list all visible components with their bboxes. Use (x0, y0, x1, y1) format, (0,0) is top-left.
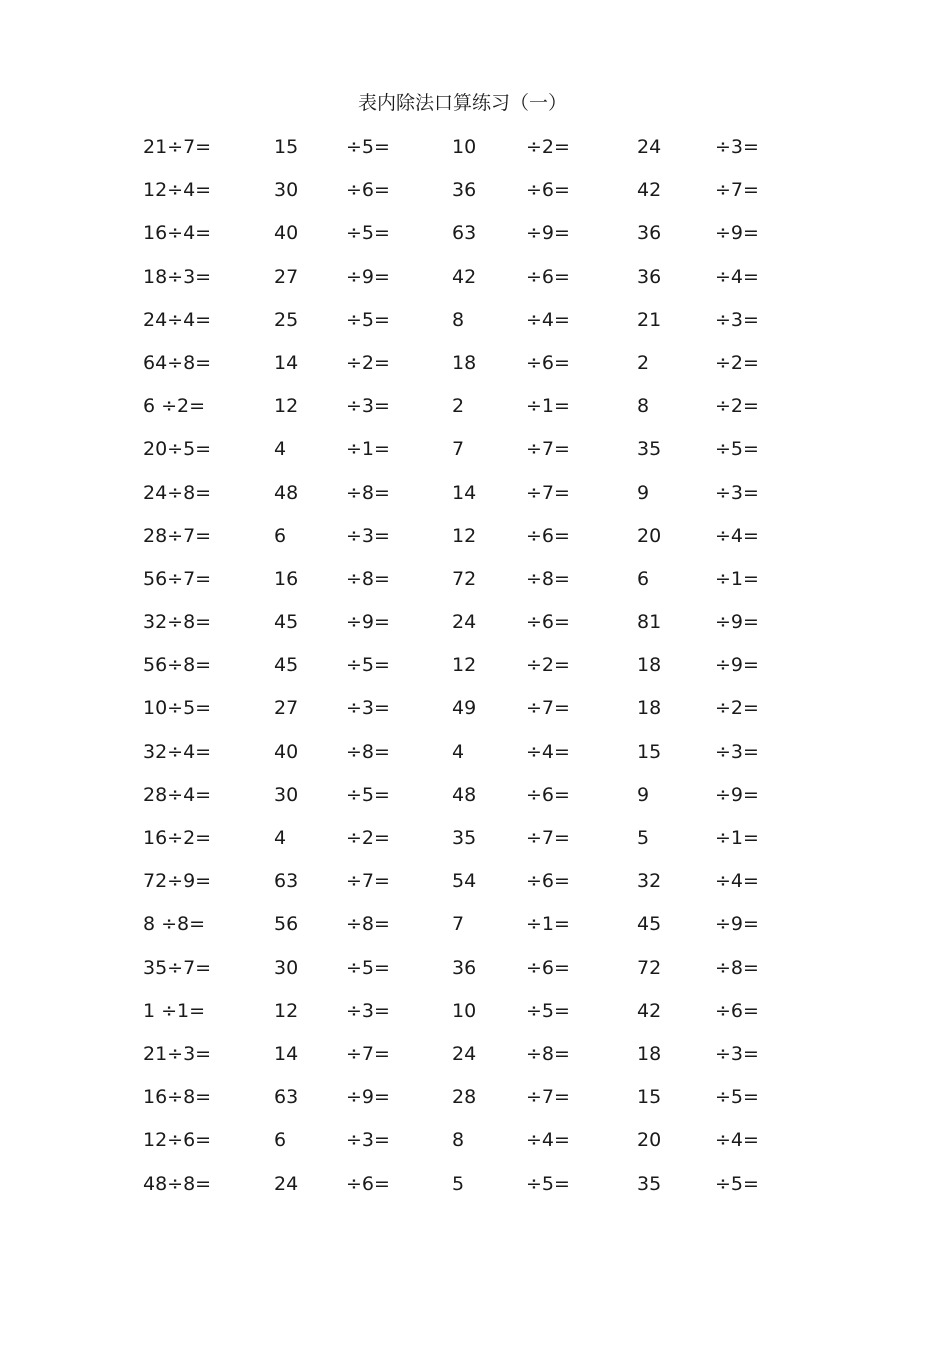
problem-2-divisor: ÷5= (346, 783, 390, 806)
problem-3-dividend: 42 (452, 265, 477, 288)
problem-2-dividend: 25 (274, 308, 299, 331)
problem-4-divisor: ÷4= (715, 265, 759, 288)
problem-2-divisor: ÷9= (346, 611, 390, 634)
problem-3-dividend: 5 (452, 1172, 465, 1195)
problem-3-divisor: ÷1= (526, 913, 570, 936)
problem-2-divisor: ÷1= (346, 438, 390, 461)
problem-4-dividend: 36 (637, 222, 662, 245)
problem-4-divisor: ÷3= (715, 481, 759, 504)
problem-1: 8 ÷8= (143, 913, 206, 936)
problem-2-dividend: 14 (274, 1042, 299, 1065)
problem-4-divisor: ÷5= (715, 438, 759, 461)
problem-3-dividend: 10 (452, 136, 477, 158)
problem-3-dividend: 36 (452, 179, 477, 202)
problem-4-dividend: 6 (637, 567, 650, 590)
problem-4-divisor: ÷7= (715, 179, 759, 202)
problem-2-dividend: 6 (274, 524, 287, 547)
problem-4-dividend: 72 (637, 956, 662, 979)
problem-row (0, 299, 950, 342)
problem-2-dividend: 16 (274, 567, 299, 590)
problem-4-divisor: ÷8= (715, 956, 759, 979)
problem-2-divisor: ÷3= (346, 395, 390, 418)
problem-4-divisor: ÷3= (715, 308, 759, 331)
problem-3-dividend: 18 (452, 351, 477, 374)
problem-1: 72÷9= (143, 870, 212, 893)
problem-4-dividend: 18 (637, 1042, 662, 1065)
problem-2-divisor: ÷8= (346, 567, 390, 590)
problem-3-divisor: ÷1= (526, 395, 570, 418)
problem-4-divisor: ÷1= (715, 827, 759, 849)
problem-4-dividend: 42 (637, 999, 662, 1022)
problem-2-divisor: ÷5= (346, 654, 390, 677)
problem-2-dividend: 30 (274, 179, 299, 202)
problem-1: 28÷7= (143, 524, 212, 547)
problem-3-divisor: ÷6= (526, 611, 570, 634)
problem-3-divisor: ÷7= (526, 697, 570, 720)
problem-1: 48÷8= (143, 1172, 212, 1195)
problem-4-dividend: 5 (637, 827, 650, 849)
problem-row (0, 990, 950, 1033)
problem-1: 10÷5= (143, 697, 212, 720)
problem-3-divisor: ÷6= (526, 783, 570, 806)
problem-3-divisor: ÷6= (526, 524, 570, 547)
problem-4-divisor: ÷5= (715, 1172, 759, 1195)
problem-2-divisor: ÷2= (346, 827, 390, 849)
problem-4-divisor: ÷2= (715, 697, 759, 720)
problem-4-dividend: 45 (637, 913, 662, 936)
problem-2-dividend: 4 (274, 438, 287, 461)
problem-3-divisor: ÷2= (526, 136, 570, 158)
problem-1: 28÷4= (143, 783, 212, 806)
problem-3-dividend: 12 (452, 524, 477, 547)
problem-row (0, 687, 950, 730)
problem-3-dividend: 7 (452, 438, 465, 461)
problem-1: 32÷4= (143, 740, 212, 763)
problem-row (0, 472, 950, 515)
problem-1: 1 ÷1= (143, 999, 206, 1022)
problem-1: 16÷4= (143, 222, 212, 245)
problem-1: 18÷3= (143, 265, 212, 288)
problem-2-dividend: 63 (274, 870, 299, 893)
problem-row (0, 731, 950, 774)
problem-1: 12÷4= (143, 179, 212, 202)
problem-4-dividend: 42 (637, 179, 662, 202)
problem-3-dividend: 28 (452, 1086, 477, 1109)
problem-4-dividend: 35 (637, 1172, 662, 1195)
problem-3-dividend: 7 (452, 913, 465, 936)
problem-3-divisor: ÷9= (526, 222, 570, 245)
problem-3-dividend: 2 (452, 395, 465, 418)
problem-4-dividend: 21 (637, 308, 662, 331)
problem-row (0, 212, 950, 255)
problem-2-divisor: ÷7= (346, 1042, 390, 1065)
problem-grid (0, 126, 950, 1206)
problem-4-dividend: 2 (637, 351, 650, 374)
problem-3-dividend: 49 (452, 697, 477, 720)
problem-1: 21÷3= (143, 1042, 212, 1065)
problem-4-dividend: 20 (637, 1129, 662, 1152)
problem-3-dividend: 36 (452, 956, 477, 979)
problem-3-divisor: ÷7= (526, 827, 570, 849)
problem-3-divisor: ÷6= (526, 265, 570, 288)
problem-row (0, 256, 950, 299)
problem-2-divisor: ÷5= (346, 308, 390, 331)
problem-3-dividend: 10 (452, 999, 477, 1022)
problem-1: 64÷8= (143, 351, 212, 374)
problem-2-divisor: ÷6= (346, 179, 390, 202)
problem-4-dividend: 24 (637, 136, 662, 158)
problem-row (0, 515, 950, 558)
problem-1: 32÷8= (143, 611, 212, 634)
problem-4-divisor: ÷4= (715, 524, 759, 547)
problem-4-dividend: 15 (637, 1086, 662, 1109)
problem-1: 6 ÷2= (143, 395, 206, 418)
problem-3-dividend: 48 (452, 783, 477, 806)
problem-2-dividend: 45 (274, 611, 299, 634)
problem-4-divisor: ÷2= (715, 395, 759, 418)
problem-3-dividend: 8 (452, 308, 465, 331)
problem-4-dividend: 18 (637, 697, 662, 720)
problem-1: 24÷8= (143, 481, 212, 504)
problem-2-dividend: 12 (274, 999, 299, 1022)
problem-2-dividend: 12 (274, 395, 299, 418)
problem-row (0, 774, 950, 817)
problem-4-dividend: 32 (637, 870, 662, 893)
problem-2-dividend: 4 (274, 827, 287, 849)
problem-3-dividend: 72 (452, 567, 477, 590)
problem-1: 20÷5= (143, 438, 212, 461)
page-title: 表内除法口算练习（一） (357, 92, 567, 114)
problem-1: 56÷7= (143, 567, 212, 590)
problem-4-divisor: ÷6= (715, 999, 759, 1022)
problem-3-divisor: ÷4= (526, 740, 570, 763)
problem-row (0, 558, 950, 601)
problem-2-dividend: 24 (274, 1172, 299, 1195)
problem-4-dividend: 81 (637, 611, 662, 634)
problem-4-divisor: ÷9= (715, 913, 759, 936)
problem-2-divisor: ÷9= (346, 265, 390, 288)
problem-3-divisor: ÷5= (526, 999, 570, 1022)
problem-4-dividend: 8 (637, 395, 650, 418)
problem-4-divisor: ÷2= (715, 351, 759, 374)
problem-1: 16÷2= (143, 827, 212, 849)
problem-4-divisor: ÷5= (715, 1086, 759, 1109)
problem-row (0, 126, 950, 169)
problem-4-dividend: 18 (637, 654, 662, 677)
problem-4-dividend: 15 (637, 740, 662, 763)
problem-4-dividend: 35 (637, 438, 662, 461)
problem-3-divisor: ÷6= (526, 870, 570, 893)
problem-3-dividend: 8 (452, 1129, 465, 1152)
problem-4-divisor: ÷1= (715, 567, 759, 590)
problem-row (0, 1033, 950, 1076)
problem-2-dividend: 45 (274, 654, 299, 677)
problem-1: 35÷7= (143, 956, 212, 979)
problem-4-divisor: ÷9= (715, 222, 759, 245)
problem-2-divisor: ÷3= (346, 999, 390, 1022)
problem-2-divisor: ÷6= (346, 1172, 390, 1195)
problem-2-dividend: 40 (274, 222, 299, 245)
problem-2-divisor: ÷7= (346, 870, 390, 893)
problem-3-dividend: 12 (452, 654, 477, 677)
problem-row (0, 860, 950, 903)
problem-row (0, 385, 950, 428)
problem-2-dividend: 6 (274, 1129, 287, 1152)
problem-2-divisor: ÷3= (346, 1129, 390, 1152)
problem-2-dividend: 27 (274, 265, 299, 288)
problem-row (0, 947, 950, 990)
problem-row (0, 903, 950, 946)
problem-row (0, 817, 950, 860)
problem-row (0, 1163, 950, 1206)
problem-3-dividend: 54 (452, 870, 477, 893)
problem-3-dividend: 24 (452, 611, 477, 634)
problem-row (0, 1119, 950, 1162)
problem-2-divisor: ÷5= (346, 222, 390, 245)
problem-4-divisor: ÷3= (715, 136, 759, 158)
problem-4-divisor: ÷9= (715, 654, 759, 677)
problem-4-dividend: 9 (637, 783, 650, 806)
problem-4-divisor: ÷9= (715, 783, 759, 806)
problem-1: 16÷8= (143, 1086, 212, 1109)
problem-4-divisor: ÷9= (715, 611, 759, 634)
problem-2-dividend: 30 (274, 956, 299, 979)
problem-3-divisor: ÷8= (526, 567, 570, 590)
problem-2-divisor: ÷8= (346, 740, 390, 763)
problem-1: 56÷8= (143, 654, 212, 677)
problem-1: 24÷4= (143, 308, 212, 331)
problem-2-divisor: ÷5= (346, 956, 390, 979)
problem-3-divisor: ÷4= (526, 308, 570, 331)
problem-4-divisor: ÷3= (715, 740, 759, 763)
problem-2-divisor: ÷5= (346, 136, 390, 158)
problem-3-dividend: 24 (452, 1042, 477, 1065)
problem-3-dividend: 63 (452, 222, 477, 245)
problem-2-dividend: 14 (274, 351, 299, 374)
problem-3-divisor: ÷7= (526, 438, 570, 461)
problem-4-dividend: 36 (637, 265, 662, 288)
problem-4-dividend: 20 (637, 524, 662, 547)
problem-2-divisor: ÷3= (346, 524, 390, 547)
problem-2-dividend: 48 (274, 481, 299, 504)
problem-3-divisor: ÷6= (526, 351, 570, 374)
problem-2-divisor: ÷3= (346, 697, 390, 720)
problem-1: 12÷6= (143, 1129, 212, 1152)
problem-2-divisor: ÷2= (346, 351, 390, 374)
problem-3-divisor: ÷7= (526, 481, 570, 504)
problem-2-dividend: 40 (274, 740, 299, 763)
problem-2-dividend: 56 (274, 913, 299, 936)
problem-2-dividend: 15 (274, 136, 299, 158)
problem-3-dividend: 14 (452, 481, 477, 504)
problem-row (0, 1076, 950, 1119)
problem-3-divisor: ÷8= (526, 1042, 570, 1065)
problem-3-divisor: ÷4= (526, 1129, 570, 1152)
problem-4-divisor: ÷4= (715, 1129, 759, 1152)
problem-row (0, 601, 950, 644)
problem-2-divisor: ÷8= (346, 913, 390, 936)
problem-2-divisor: ÷8= (346, 481, 390, 504)
problem-2-dividend: 63 (274, 1086, 299, 1109)
problem-4-divisor: ÷4= (715, 870, 759, 893)
problem-1: 21÷7= (143, 136, 212, 158)
problem-row (0, 644, 950, 687)
problem-row (0, 169, 950, 212)
problem-4-dividend: 9 (637, 481, 650, 504)
problem-row (0, 428, 950, 471)
problem-4-divisor: ÷3= (715, 1042, 759, 1065)
problem-row (0, 342, 950, 385)
problem-3-divisor: ÷5= (526, 1172, 570, 1195)
problem-2-dividend: 30 (274, 783, 299, 806)
problem-2-divisor: ÷9= (346, 1086, 390, 1109)
problem-3-dividend: 4 (452, 740, 465, 763)
problem-3-dividend: 35 (452, 827, 477, 849)
problem-2-dividend: 27 (274, 697, 299, 720)
problem-3-divisor: ÷6= (526, 179, 570, 202)
problem-3-divisor: ÷2= (526, 654, 570, 677)
problem-3-divisor: ÷7= (526, 1086, 570, 1109)
problem-3-divisor: ÷6= (526, 956, 570, 979)
